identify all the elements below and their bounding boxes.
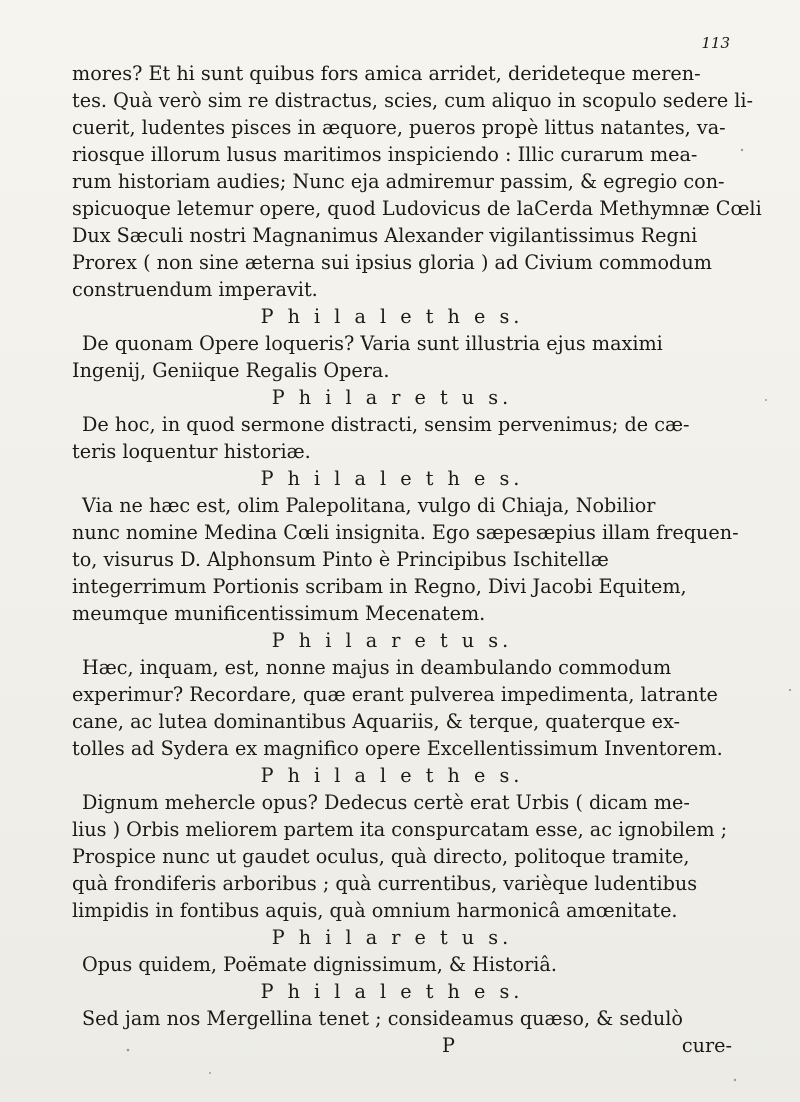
signature-mark: P	[442, 1034, 455, 1057]
text-line-24: experimur? Recordare, quæ erant pulverea impedimenta, latrante	[72, 683, 718, 706]
text-line-25: cane, ac lutea dominantibus Aquariis, & terque, quaterque ex-	[72, 710, 681, 733]
text-line-17: Via ne hæc est, olim Palepolitana, vulgo di Chiaja, Nobilior	[82, 494, 656, 517]
text-line-18: nunc nomine Medina Cœli insignita. Ego sæpesæpius illam frequen-	[72, 521, 739, 544]
speaker-heading: P h i l a r e t u s.	[271, 926, 513, 949]
speaker-heading: P h i l a r e t u s.	[271, 386, 513, 409]
text-line-9: construendum imperavit.	[72, 278, 318, 301]
text-line-19: to, visurus D. Alphonsum Pinto è Principibus Ischitellæ	[72, 548, 609, 571]
text-line-31: quà frondiferis arboribus ; quà currentibus, varièque ludentibus	[72, 872, 698, 895]
signature-line	[72, 1032, 752, 1059]
text-line-4: riosque illorum lusus maritimos inspiciendo : Illic curarum mea-	[72, 143, 698, 166]
text-line-34: Opus quidem, Poëmate dignissimum, & Historiâ.	[82, 953, 557, 976]
text-line-1: mores? Et hi sunt quibus fors amica arridet, derideteque meren-	[72, 62, 701, 85]
text-line-14: De hoc, in quod sermone distracti, sensim pervenimus; de cæ-	[82, 413, 690, 436]
text-line-6: spicuoque letemur opere, quod Ludovicus de laCerda Methymnæ Cœli	[72, 197, 762, 220]
text-line-30: Prospice nunc ut gaudet oculus, quà directo, politoque tramite,	[72, 845, 690, 868]
text-line-32: limpidis in fontibus aquis, quà omnium harmonicâ amœnitate.	[72, 899, 678, 922]
speaker-heading: P h i l a l e t h e s.	[260, 764, 524, 787]
text-line-36: Sed jam nos Mergellina tenet ; consideamus quæso, & sedulò	[82, 1007, 683, 1030]
text-line-15: teris loquentur historiæ.	[72, 440, 311, 463]
speaker-heading: P h i l a l e t h e s.	[260, 305, 524, 328]
text-line-23: Hæc, inquam, est, nonne majus in deambulando commodum	[82, 656, 672, 679]
speaker-heading: P h i l a l e t h e s.	[260, 980, 524, 1003]
text-line-2: tes. Quà verò sim re distractus, scies, cum aliquo in scopulo sedere li-	[72, 89, 754, 112]
text-line-26: tolles ad Sydera ex magnifico opere Excellentissimum Inventorem.	[72, 737, 723, 760]
text-line-3: cuerit, ludentes pisces in æquore, pueros propè littus natantes, va-	[72, 116, 726, 139]
page-text-body	[72, 60, 762, 1059]
speaker-heading: P h i l a r e t u s.	[271, 629, 513, 652]
speaker-heading: P h i l a l e t h e s.	[260, 467, 524, 490]
text-line-20: integerrimum Portionis scribam in Regno, Divi Jacobi Equitem,	[72, 575, 687, 598]
text-line-11: De quonam Opere loqueris? Varia sunt illustria ejus maximi	[82, 332, 663, 355]
page-number: 113	[701, 34, 730, 52]
text-line-12: Ingenij, Geniique Regalis Opera.	[72, 359, 390, 382]
catchword: cure-	[681, 1034, 732, 1057]
text-line-7: Dux Sæculi nostri Magnanimus Alexander vigilantissimus Regni	[72, 224, 698, 247]
text-line-21: meumque munificentissimum Mecenatem.	[72, 602, 486, 625]
text-line-29: lius ) Orbis meliorem partem ita conspurcatam esse, ac ignobilem ;	[72, 818, 728, 841]
text-line-8: Prorex ( non sine æterna sui ipsius gloria ) ad Civium commodum	[72, 251, 712, 274]
text-line-5: rum historiam audies; Nunc eja admiremur passim, & egregio con-	[72, 170, 725, 193]
text-line-28: Dignum mehercle opus? Dedecus certè erat Urbis ( dicam me-	[82, 791, 690, 814]
